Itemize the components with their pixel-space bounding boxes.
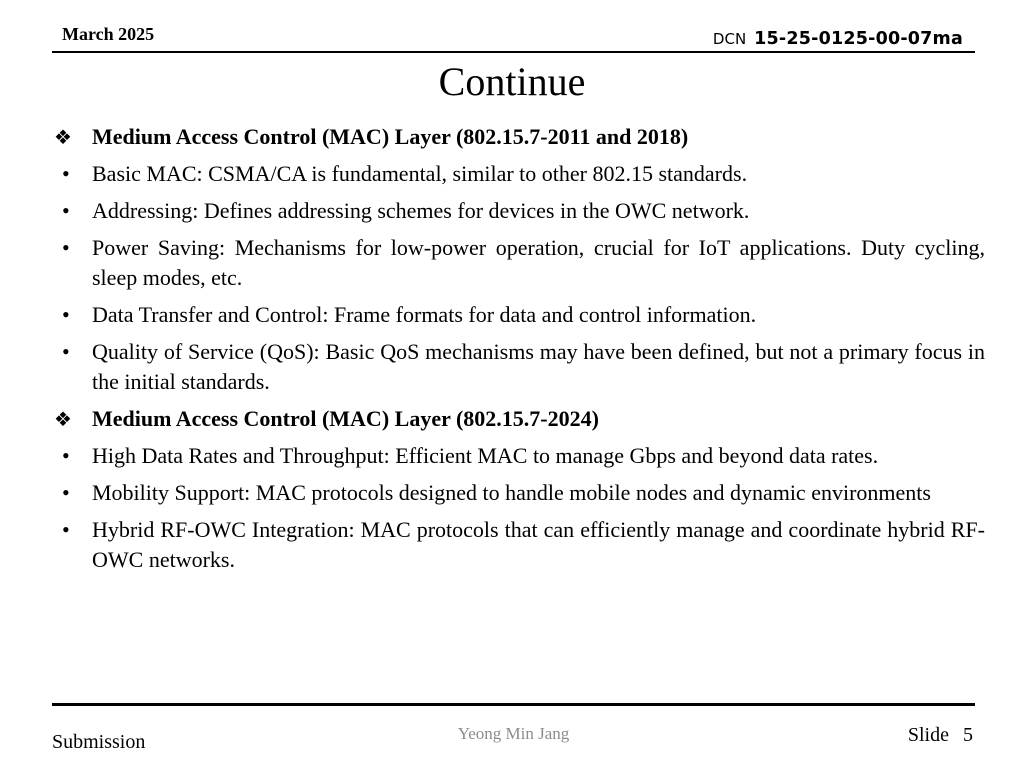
dcn-document-number: 15-25-0125-00-07ma: [754, 29, 963, 49]
dcn-label: DCN: [712, 30, 747, 48]
slide-header: [52, 0, 975, 53]
list-item: [52, 300, 985, 330]
list-item: [52, 337, 985, 397]
slide-footer: [52, 703, 975, 766]
list-item: [52, 441, 985, 471]
item-text: Quality of Service (QoS): Basic QoS mechanisms may have been defined, but not a primary focus in the initial standards.: [92, 339, 985, 394]
footer-author-name: Yeong Min Jang: [457, 724, 570, 743]
list-item: [52, 159, 985, 189]
list-item: [52, 478, 985, 508]
slide-body: [52, 122, 985, 582]
footer-submission-label: Submission: [52, 731, 146, 753]
dot-bullet-icon: •: [62, 161, 70, 186]
list-item: [52, 233, 985, 293]
dot-bullet-icon: •: [62, 198, 70, 223]
list-item: [52, 122, 985, 152]
slide-number-value: 5: [963, 724, 973, 746]
diamond-bullet-icon: ❖: [54, 409, 72, 431]
item-text: Basic MAC: CSMA/CA is fundamental, similar to other 802.15 standards.: [92, 161, 748, 186]
header-date: March 2025: [62, 24, 155, 44]
item-text: Data Transfer and Control: Frame formats for data and control information.: [92, 302, 757, 327]
dot-bullet-icon: •: [62, 235, 70, 260]
dot-bullet-icon: •: [62, 517, 70, 542]
slide-label: Slide: [907, 724, 949, 746]
list-item: [52, 196, 985, 226]
item-text: Addressing: Defines addressing schemes for devices in the OWC network.: [92, 198, 750, 223]
dot-bullet-icon: •: [62, 480, 70, 505]
list-item: [52, 404, 985, 434]
item-text: High Data Rates and Throughput: Efficient MAC to manage Gbps and beyond data rates.: [92, 443, 879, 468]
item-text: Mobility Support: MAC protocols designed to handle mobile nodes and dynamic environments: [92, 480, 931, 505]
item-text: Power Saving: Mechanisms for low-power operation, crucial for IoT applications. Duty cycling, sleep modes, etc.: [92, 235, 985, 290]
diamond-bullet-icon: ❖: [54, 127, 72, 149]
item-text: Medium Access Control (MAC) Layer (802.15.7-2024): [92, 406, 599, 431]
item-text: Medium Access Control (MAC) Layer (802.15.7-2011 and 2018): [92, 124, 689, 149]
dot-bullet-icon: •: [62, 339, 70, 364]
item-text: Hybrid RF-OWC Integration: MAC protocols that can efficiently manage and coordinate hybrid RF-OWC networks.: [92, 517, 985, 572]
footer-slide-number: [908, 724, 973, 747]
dot-bullet-icon: •: [62, 443, 70, 468]
header-dcn: [713, 29, 963, 49]
dot-bullet-icon: •: [62, 302, 70, 327]
list-item: [52, 515, 985, 575]
slide-title: Continue: [438, 59, 586, 104]
